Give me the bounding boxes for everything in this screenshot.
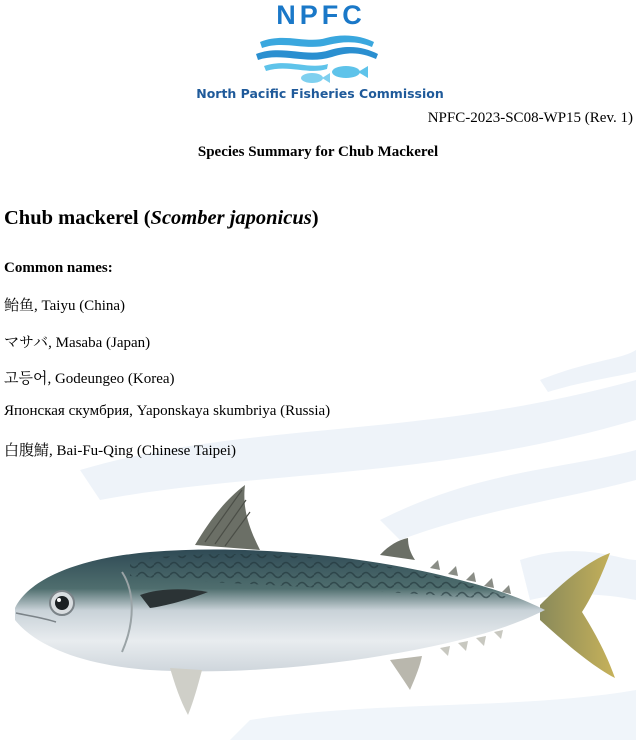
common-name-russia: Японская скумбрия, Yaponskaya skumbriya (Russia) (4, 403, 331, 419)
summary-title: Species Summary for Chub Mackerel (197, 144, 439, 160)
species-heading (4, 207, 319, 230)
common-names-label: Common names: (4, 260, 113, 276)
logo-organization: North Pacific Fisheries Commission (196, 86, 444, 101)
common-name-chinese-taipei: 白腹鯖, Bai-Fu-Qing (Chinese Taipei) (4, 443, 236, 459)
waves-fish-icon (254, 30, 384, 88)
heading-close-paren: ) (311, 207, 319, 229)
npfc-logo (180, 0, 460, 108)
mackerel-illustration (10, 480, 620, 725)
heading-common-name: Chub mackerel ( (4, 207, 151, 229)
document-number: NPFC-2023-SC08-WP15 (Rev. 1) (427, 110, 633, 126)
common-name-japan: マサバ, Masaba (Japan) (4, 335, 151, 351)
common-name-korea: 고등어, Godeungeo (Korea) (4, 371, 175, 387)
common-name-china: 鲐鱼, Taiyu (China) (4, 298, 126, 314)
heading-scientific-name: Scomber japonicus (150, 207, 312, 229)
logo-letters: NPFC (276, 0, 366, 30)
